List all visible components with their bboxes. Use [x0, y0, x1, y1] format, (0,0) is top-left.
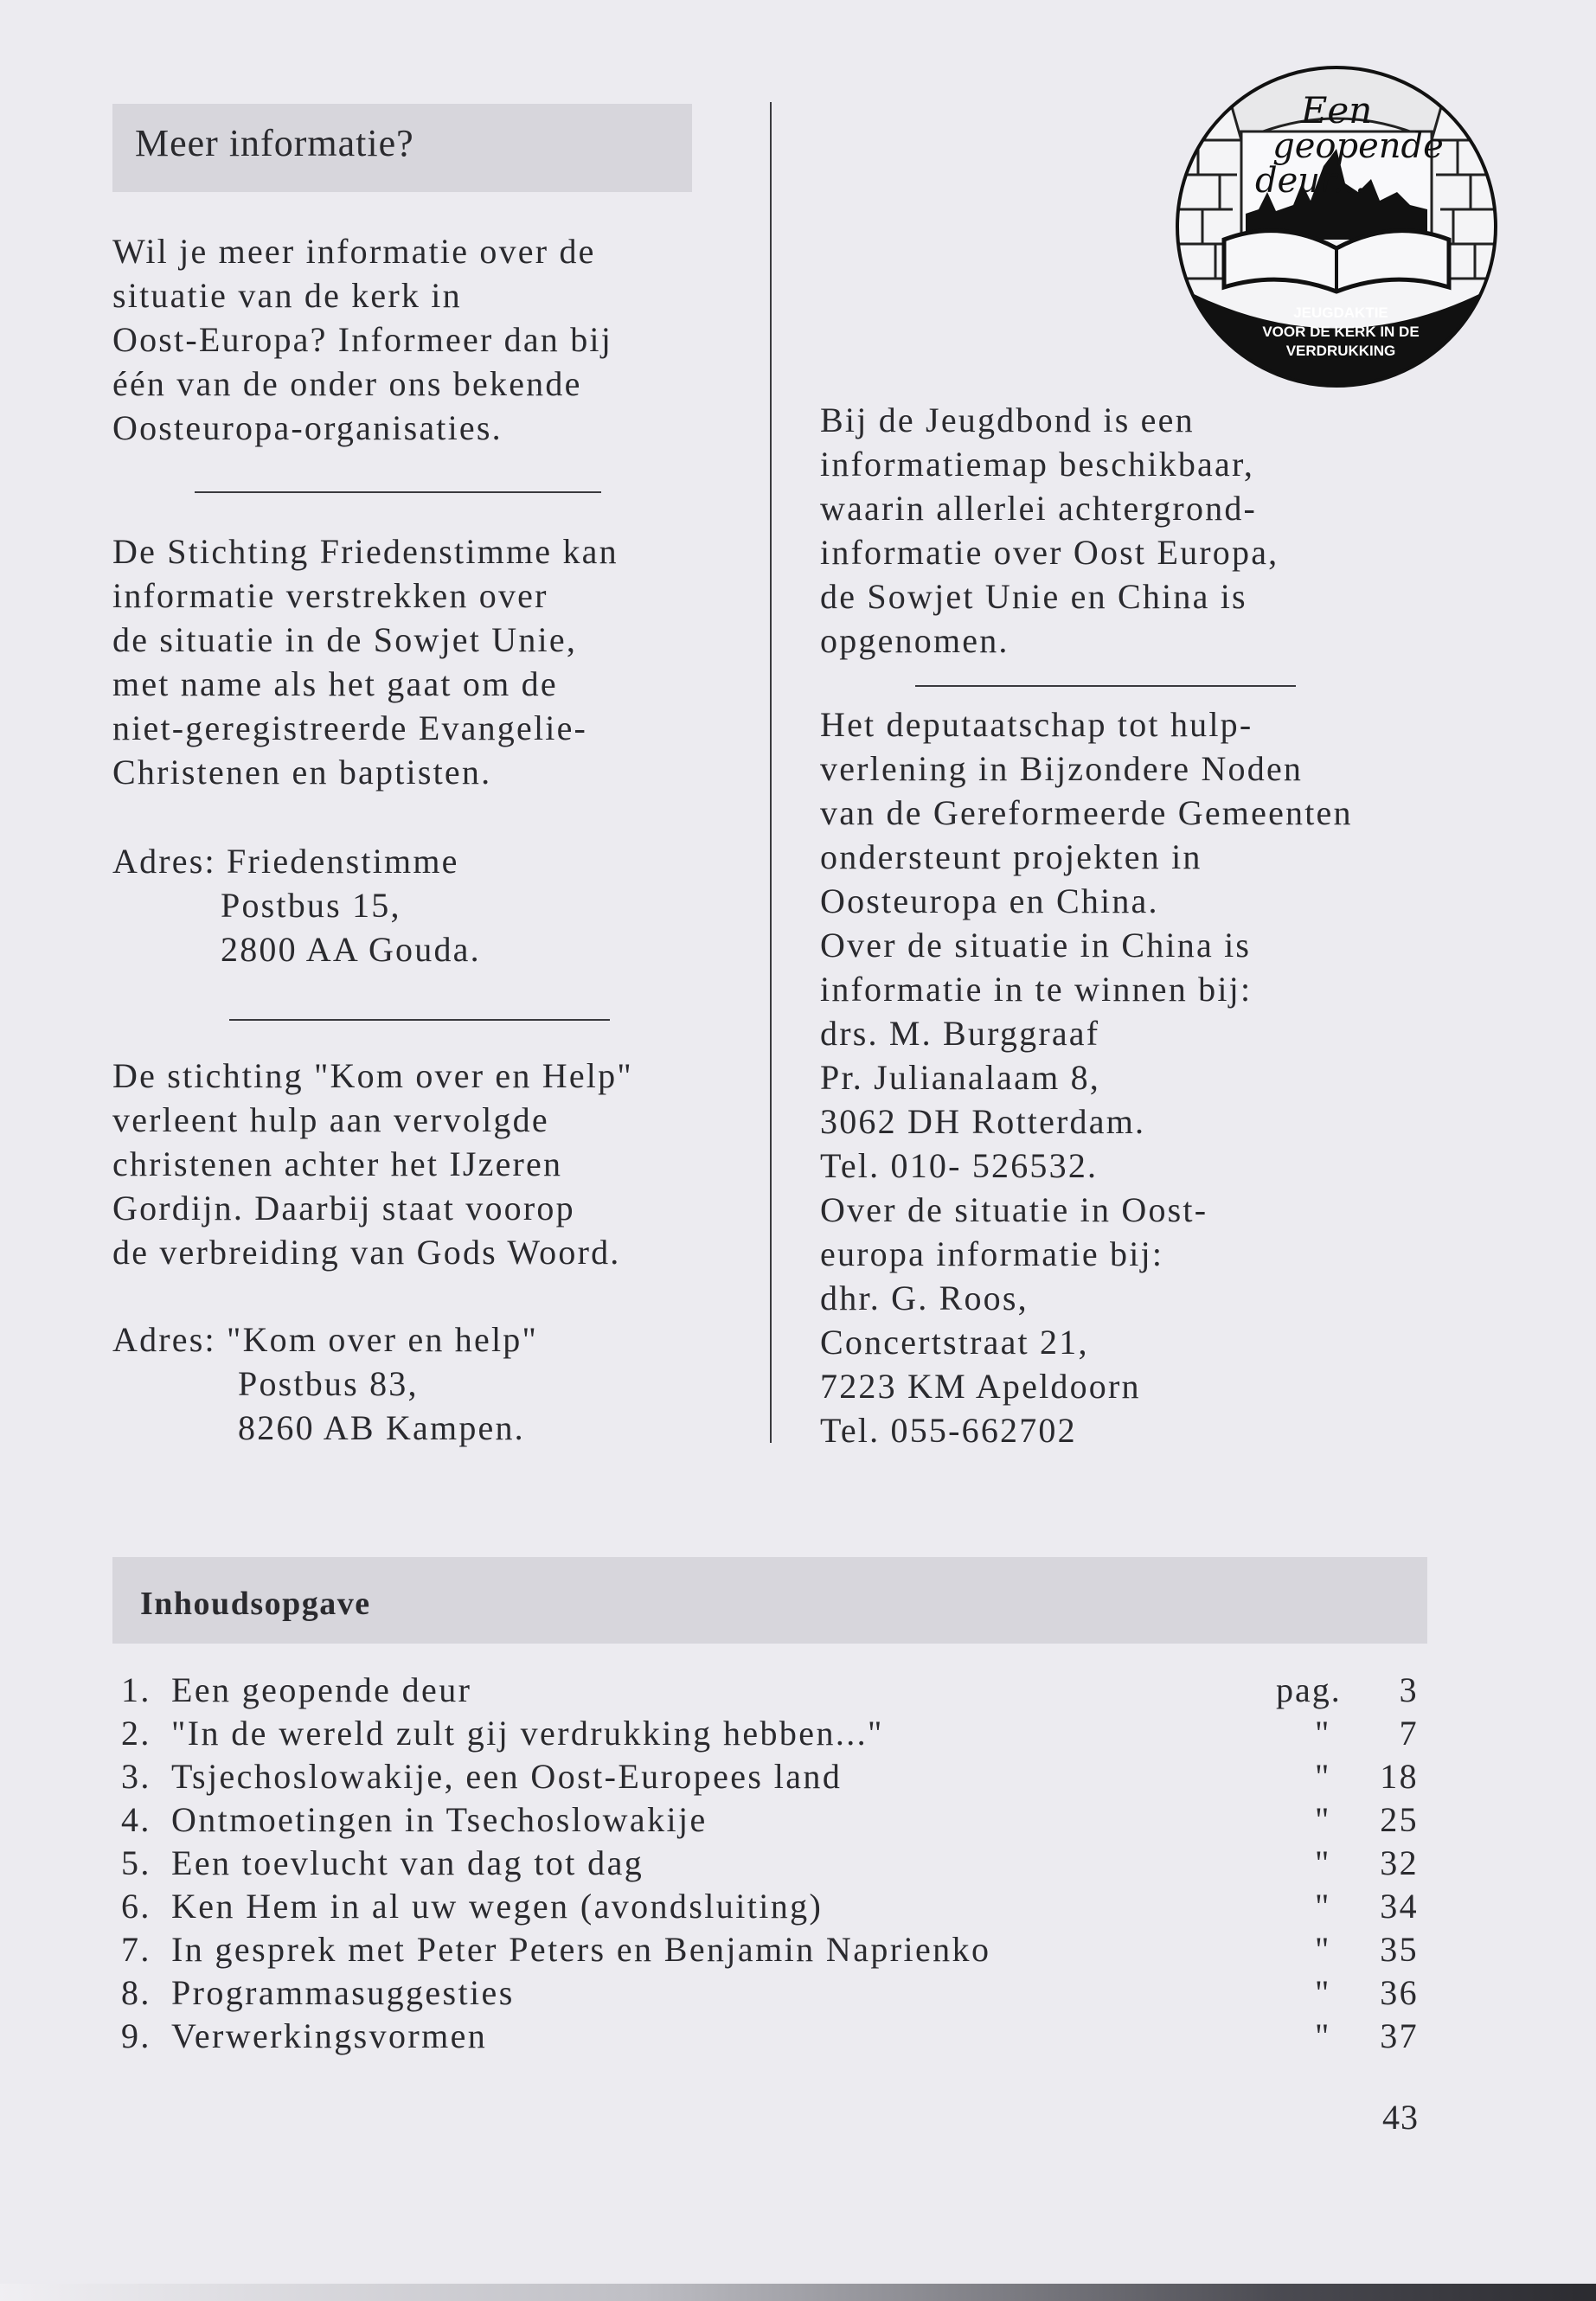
divider	[195, 491, 601, 493]
text-line: 7223 KM Apeldoorn	[820, 1367, 1141, 1406]
more-info-heading-box	[112, 104, 692, 192]
toc-row	[121, 1843, 1419, 1886]
toc-page-label: pag.	[1276, 1670, 1342, 1709]
text-line: informatie in te winnen bij:	[820, 970, 1253, 1009]
text-line: Oosteuropa en China.	[820, 881, 1159, 920]
text-line: informatiemap beschikbaar,	[820, 445, 1255, 484]
text-line: drs. M. Burggraaf	[820, 1014, 1100, 1053]
logo-subtitle-line: JEUGDAKTIE	[1293, 304, 1388, 321]
toc-row	[121, 1713, 1419, 1756]
text-line: verleent hulp aan vervolgde	[112, 1100, 549, 1139]
text-line: ondersteunt projekten in	[820, 837, 1202, 876]
toc-ditto: "	[1315, 1757, 1331, 1796]
toc-page: 32	[1380, 1843, 1419, 1882]
toc-number: 5.	[121, 1843, 151, 1882]
text-line: van de Gereformeerde Gemeenten	[820, 793, 1353, 832]
logo-title-line: geopende	[1272, 126, 1444, 166]
toc-title: In gesprek met Peter Peters en Benjamin Naprienko	[171, 1930, 991, 1969]
toc-number: 7.	[121, 1930, 151, 1969]
text-line: Over de situatie in China is	[820, 926, 1252, 965]
jeugdbond-paragraph	[820, 398, 1279, 663]
text-line: Gordijn. Daarbij staat voorop	[112, 1189, 575, 1227]
column-divider	[770, 102, 772, 1443]
address-line: Postbus 83,	[238, 1364, 419, 1403]
toc-row	[121, 1972, 1419, 2016]
toc-page: 34	[1380, 1887, 1419, 1926]
divider	[229, 1019, 610, 1021]
toc-page: 37	[1380, 2016, 1419, 2055]
toc-title: Ken Hem in al uw wegen (avondsluiting)	[171, 1887, 824, 1926]
text-line: Bij de Jeugdbond is een	[820, 401, 1195, 439]
more-info-heading: Meer informatie?	[135, 122, 414, 164]
toc-page: 18	[1380, 1757, 1419, 1796]
toc-title: Tsjechoslowakije, een Oost-Europees land	[171, 1757, 843, 1796]
friedenstimme-address	[112, 839, 481, 971]
logo-title-line: deur...	[1255, 161, 1366, 201]
text-line: Oost-Europa? Informeer dan bij	[112, 320, 613, 359]
text-line: Over de situatie in Oost-	[820, 1190, 1208, 1229]
toc-heading: Inhoudsopgave	[140, 1586, 371, 1622]
toc-number: 8.	[121, 1973, 151, 2012]
text-line: met name als het gaat om de	[112, 664, 558, 703]
toc-title: Een geopende deur	[171, 1670, 472, 1709]
text-line: opgenomen.	[820, 621, 1010, 660]
toc-number: 2.	[121, 1714, 151, 1753]
deputaatschap-paragraph	[820, 702, 1353, 1452]
toc-ditto: "	[1315, 1843, 1331, 1882]
text-line: dhr. G. Roos,	[820, 1279, 1029, 1317]
text-line: Pr. Julianalaam 8,	[820, 1058, 1100, 1097]
toc-page: 35	[1380, 1930, 1419, 1969]
toc-row	[121, 1799, 1419, 1843]
kom-over-paragraph	[112, 1054, 633, 1274]
text-line: christenen achter het IJzeren	[112, 1144, 563, 1183]
toc-page: 3	[1399, 1670, 1419, 1709]
text-line: de Sowjet Unie en China is	[820, 577, 1247, 616]
text-line: europa informatie bij:	[820, 1234, 1164, 1273]
toc-row	[121, 1929, 1419, 1972]
text-line: Oosteuropa-organisaties.	[112, 408, 503, 447]
toc-heading-box	[112, 1557, 1427, 1644]
text-line: waarin allerlei achtergrond-	[820, 489, 1258, 528]
text-line: De Stichting Friedenstimme kan	[112, 532, 619, 571]
divider	[915, 685, 1296, 687]
toc-page: 7	[1399, 1714, 1419, 1753]
text-line: De stichting "Kom over en Help"	[112, 1056, 633, 1095]
toc-number: 9.	[121, 2016, 151, 2055]
toc-page: 25	[1380, 1800, 1419, 1839]
table-of-contents	[121, 1670, 1419, 2059]
text-line: Tel. 010- 526532.	[820, 1146, 1099, 1185]
toc-row	[121, 2016, 1419, 2059]
toc-ditto: "	[1315, 1887, 1331, 1926]
toc-ditto: "	[1315, 2016, 1331, 2055]
toc-title: "In de wereld zult gij verdrukking hebben..."	[171, 1714, 884, 1753]
address-line: 2800 AA Gouda.	[221, 930, 481, 969]
toc-title: Ontmoetingen in Tsechoslowakije	[171, 1800, 708, 1839]
address-line: Adres: "Kom over en help"	[112, 1320, 538, 1359]
een-geopende-deur-logo	[1172, 62, 1501, 391]
toc-row	[121, 1886, 1419, 1929]
text-line: Christenen en baptisten.	[112, 753, 492, 792]
page-number: 43	[1382, 2098, 1419, 2137]
toc-ditto: "	[1315, 1800, 1331, 1839]
text-line: informatie over Oost Europa,	[820, 533, 1279, 572]
toc-page: 36	[1380, 1973, 1419, 2012]
logo-subtitle-line: VERDRUKKING	[1285, 343, 1396, 359]
text-line: de verbreiding van Gods Woord.	[112, 1233, 621, 1272]
text-line: 3062 DH Rotterdam.	[820, 1102, 1146, 1141]
friedenstimme-paragraph	[112, 529, 619, 794]
toc-ditto: "	[1315, 1973, 1331, 2012]
text-line: situatie van de kerk in	[112, 276, 462, 315]
text-line: verlening in Bijzondere Noden	[820, 749, 1304, 788]
toc-title: Verwerkingsvormen	[171, 2016, 488, 2055]
text-line: informatie verstrekken over	[112, 576, 548, 615]
text-line: één van de onder ons bekende	[112, 364, 582, 403]
address-line: 8260 AB Kampen.	[238, 1408, 525, 1447]
text-line: niet-geregistreerde Evangelie-	[112, 708, 588, 747]
toc-number: 1.	[121, 1670, 151, 1709]
address-line: Adres: Friedenstimme	[112, 842, 459, 881]
text-line: Tel. 055-662702	[820, 1411, 1077, 1450]
toc-row	[121, 1670, 1419, 1713]
address-line: Postbus 15,	[221, 886, 401, 925]
toc-title: Een toevlucht van dag tot dag	[171, 1843, 644, 1882]
logo-subtitle-line: VOOR DE KERK IN DE	[1262, 324, 1420, 340]
toc-number: 6.	[121, 1887, 151, 1926]
toc-row	[121, 1756, 1419, 1799]
scan-edge	[0, 2284, 1596, 2301]
toc-title: Programmasuggesties	[171, 1973, 515, 2012]
logo-title-line: Een	[1300, 89, 1373, 131]
toc-number: 4.	[121, 1800, 151, 1839]
toc-ditto: "	[1315, 1714, 1331, 1753]
text-line: Wil je meer informatie over de	[112, 232, 596, 271]
text-line: de situatie in de Sowjet Unie,	[112, 620, 578, 659]
toc-ditto: "	[1315, 1930, 1331, 1969]
text-line: Het deputaatschap tot hulp-	[820, 705, 1253, 744]
intro-paragraph	[112, 229, 612, 450]
kom-over-address	[112, 1317, 538, 1450]
toc-number: 3.	[121, 1757, 151, 1796]
text-line: Concertstraat 21,	[820, 1323, 1089, 1362]
